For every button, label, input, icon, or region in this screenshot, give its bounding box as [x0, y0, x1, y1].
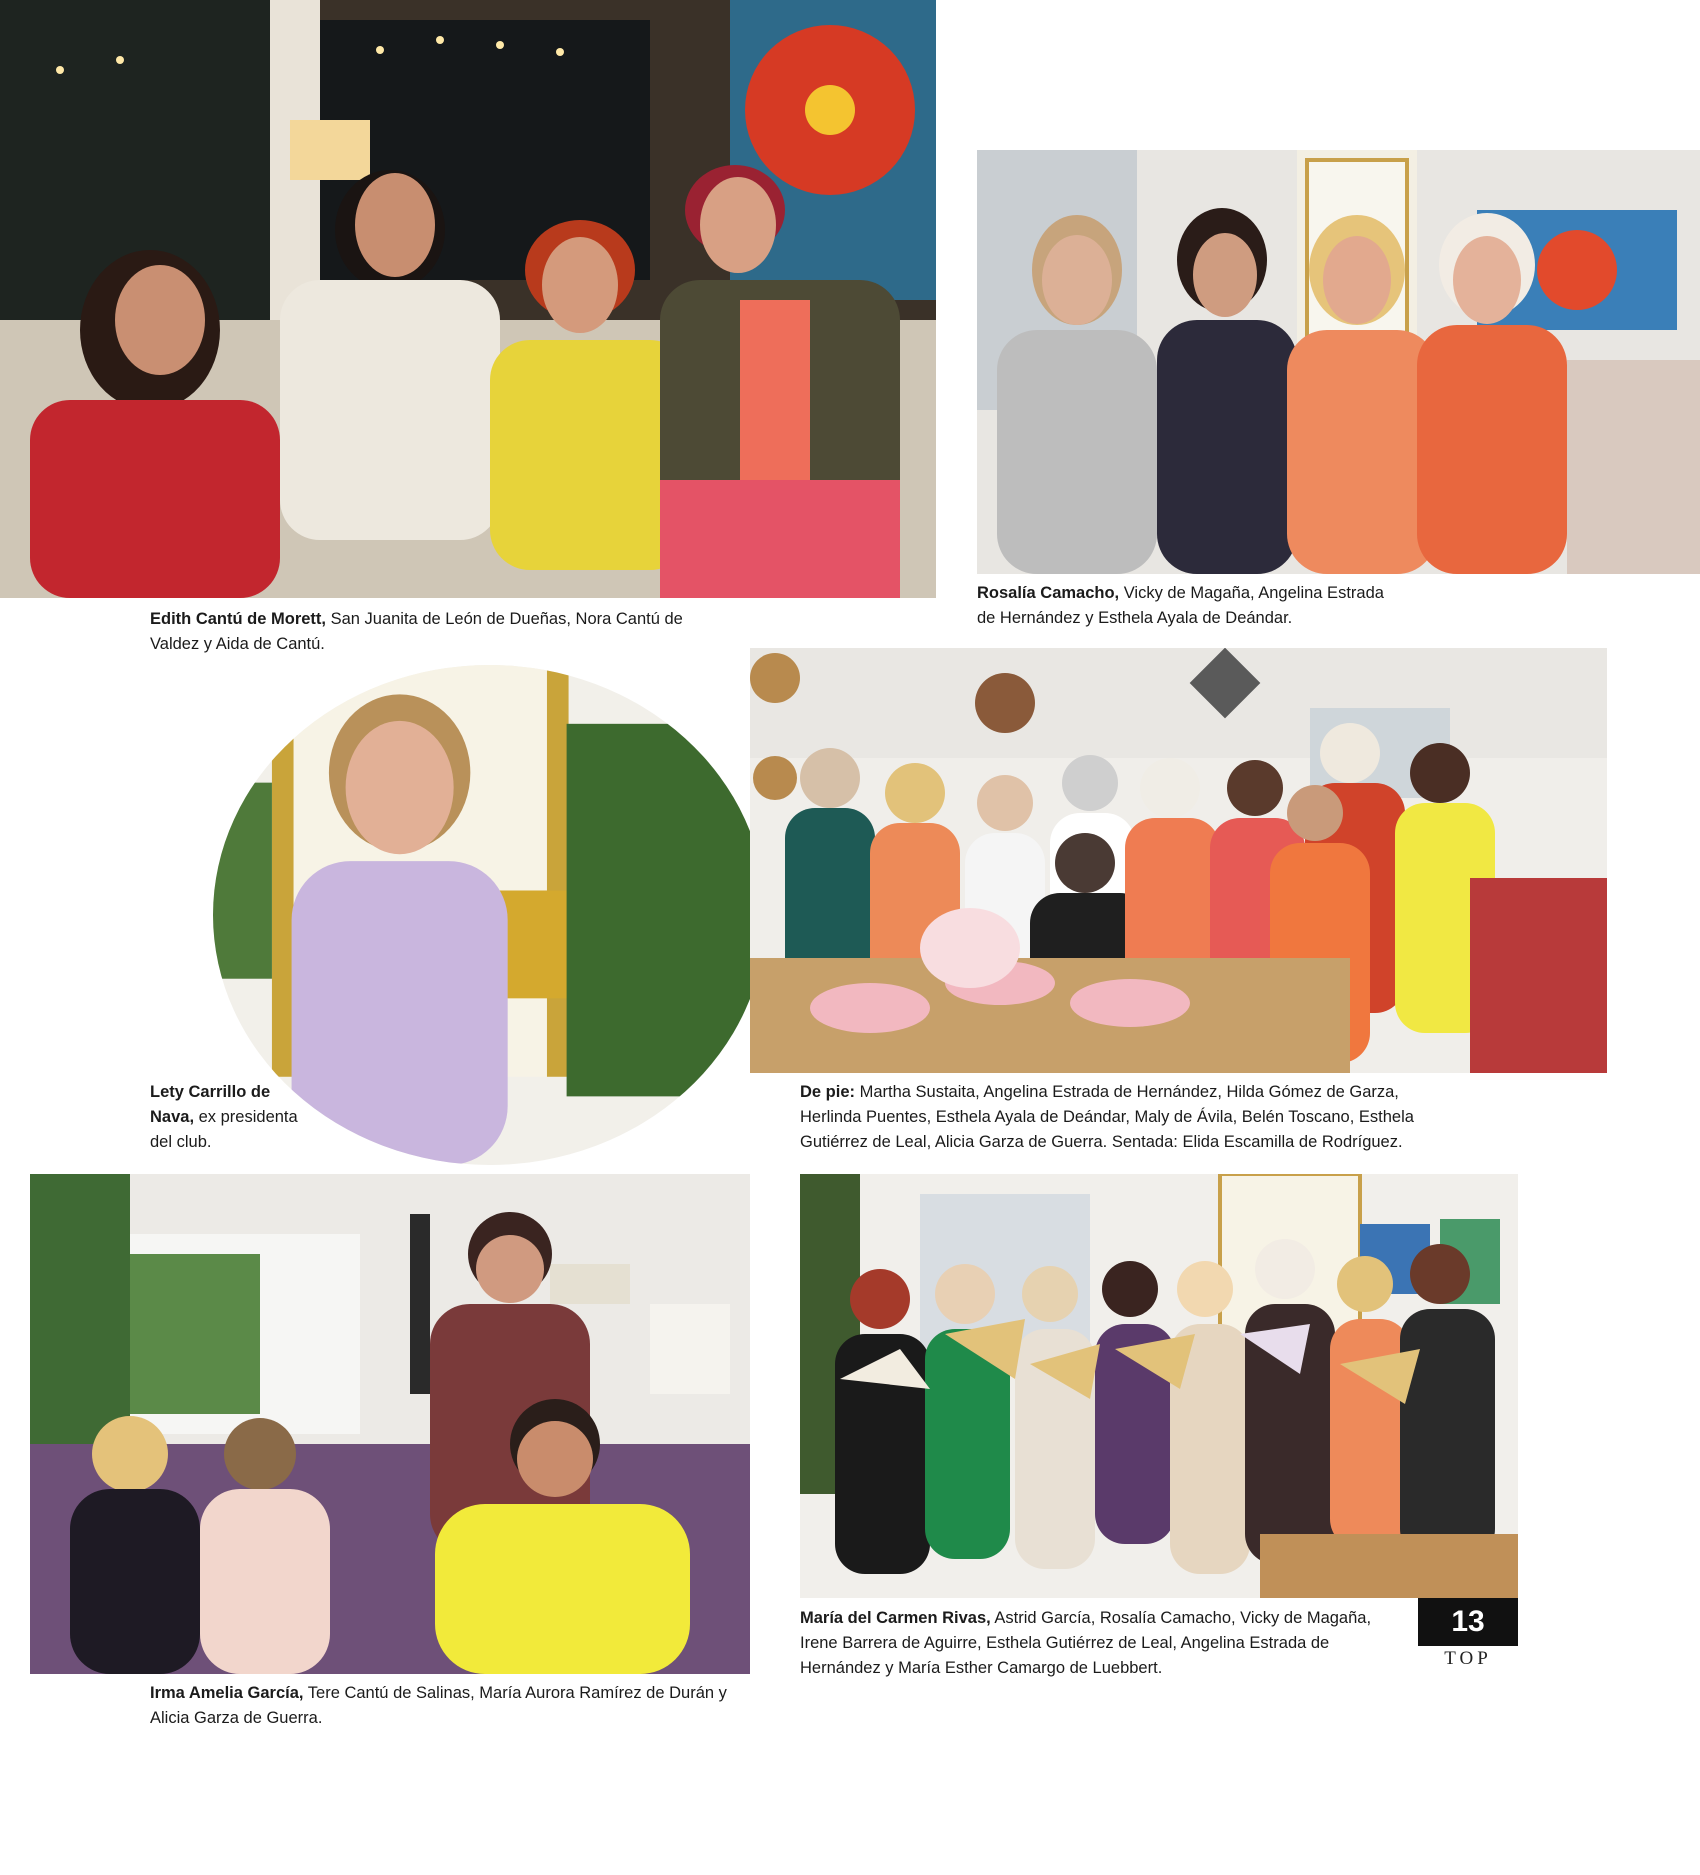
caption-lead-names: Lety Carrillo de Nava, [150, 1083, 271, 1126]
photo-caption [800, 1080, 1440, 1155]
photo-rosalia-camacho-group [977, 150, 1700, 574]
caption-lead-names: María del Carmen Rivas, [800, 1609, 991, 1627]
photo-maria-del-carmen-fans-group [800, 1174, 1518, 1598]
magazine-name: TOP [1444, 1648, 1492, 1669]
caption-names: Vicky de Magaña, Angelina Estrada de Hernández y Esthela Ayala de Deándar. [977, 584, 1384, 627]
caption-lead-names: Irma Amelia García, [150, 1684, 304, 1702]
photo-edith-cantu-group [0, 0, 936, 598]
photo-caption [800, 1606, 1380, 1681]
photo-irma-amelia-group [30, 1174, 750, 1674]
photo-group-dining-table [750, 648, 1607, 1073]
page-number: 13 [1418, 1598, 1518, 1646]
caption-names: Martha Sustaita, Angelina Estrada de Hernández, Hilda Gómez de Garza, Herlinda Puentes, Esthela Ayala de Deándar, Maly de Ávila, Belén Toscano, Esthela Gutiérrez de Leal, Alicia Garza de Guerra. Sentada: Elida Escamilla de Rodríguez. [800, 1083, 1414, 1151]
caption-lead-names: Rosalía Camacho, [977, 584, 1120, 602]
photo-caption [150, 1681, 740, 1731]
photo-caption [150, 1080, 310, 1155]
caption-lead-names: De pie: [800, 1083, 856, 1101]
photo-caption [977, 581, 1397, 631]
caption-names: ex presidenta del club. [150, 1108, 298, 1151]
photo-caption [150, 607, 710, 657]
caption-names: San Juanita de León de Dueñas, Nora Cantú de Valdez y Aida de Cantú. [150, 610, 683, 653]
caption-lead-names: Edith Cantú de Morett, [150, 610, 326, 628]
caption-names: Tere Cantú de Salinas, María Aurora Ramírez de Durán y Alicia Garza de Guerra. [150, 1684, 727, 1727]
caption-names: Astrid García, Rosalía Camacho, Vicky de Magaña, Irene Barrera de Aguirre, Esthela Gutiérrez de Leal, Angelina Estrada de Hernández y María Esther Camargo de Luebbert. [800, 1609, 1372, 1677]
